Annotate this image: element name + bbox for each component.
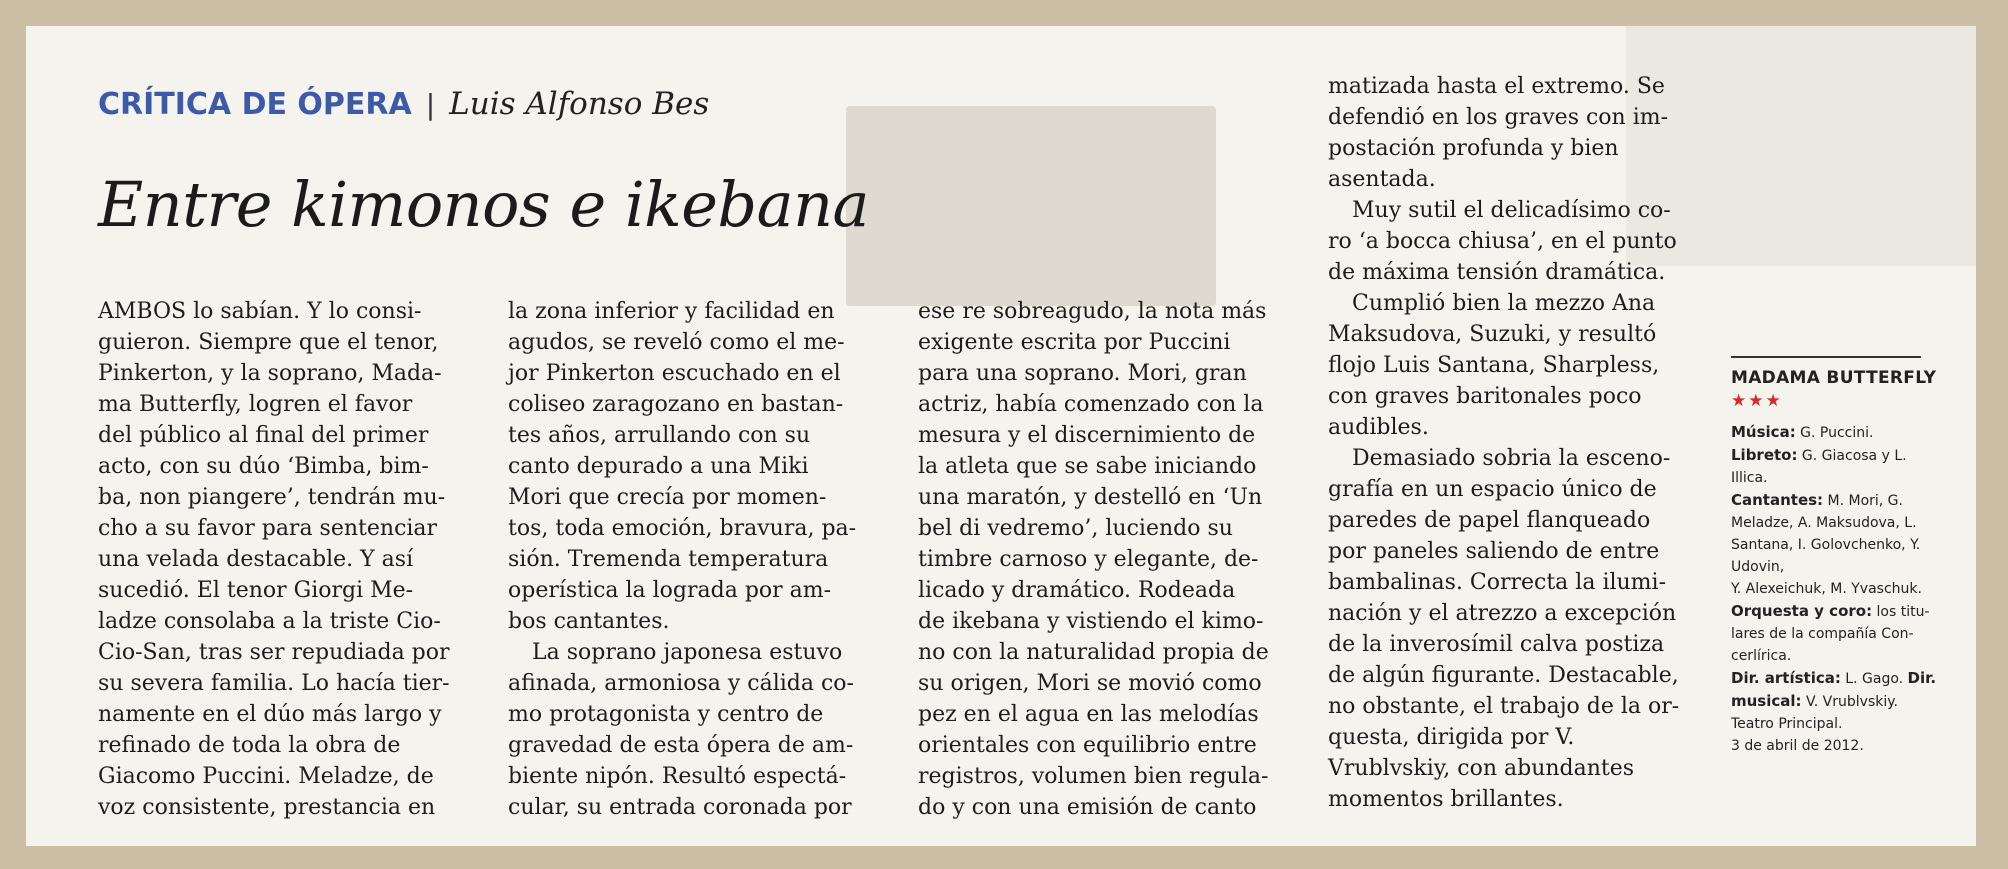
text-line: para una soprano. Mori, gran xyxy=(918,361,1247,386)
rating-stars-icon: ★★★ xyxy=(1731,391,1783,411)
article-kicker xyxy=(98,84,709,122)
credit-line xyxy=(1731,444,1951,467)
text-line: de ikebana y vistiendo el kimo- xyxy=(918,609,1264,634)
text-line: no obstante, el trabajo de la or- xyxy=(1328,694,1680,719)
text-line: nación y el atrezzo a excepción xyxy=(1328,601,1677,626)
text-line: una velada destacable. Y así xyxy=(98,547,414,572)
text-line: ro ‘a bocca chiusa’, en el punto xyxy=(1328,229,1677,254)
text-line: coliseo zaragozano en bastan- xyxy=(508,392,844,417)
credit-line xyxy=(1731,534,1951,556)
text-line: Giacomo Puccini. Meladze, de xyxy=(98,764,434,789)
factbox-credits xyxy=(1731,421,1951,757)
text-line: paredes de papel flanqueado xyxy=(1328,508,1651,533)
text-line: gravedad de esta ópera de am- xyxy=(508,733,854,758)
text-line: Vrublvskiy, con abundantes xyxy=(1328,756,1635,781)
text-line: ma Butterfly, logren el favor xyxy=(98,392,413,417)
text-line: agudos, se reveló como el me- xyxy=(508,330,845,355)
author-name: Luis Alfonso Bes xyxy=(449,86,710,122)
text-line: La soprano japonesa estuvo xyxy=(532,640,843,665)
text-line: defendió en los graves con im- xyxy=(1328,105,1669,130)
text-line: su origen, Mori se movió como xyxy=(918,671,1262,696)
credit-value: G. Puccini. xyxy=(1795,425,1874,441)
text-line: grafía en un espacio único de xyxy=(1328,477,1657,502)
credit-line xyxy=(1731,667,1951,690)
text-line: Muy sutil el delicadísimo co- xyxy=(1352,198,1671,223)
text-line: bel di vedremo’, luciendo su xyxy=(918,516,1233,541)
performance-factbox xyxy=(1731,356,1951,757)
text-line: exigente escrita por Puccini xyxy=(918,330,1231,355)
text-line: cho a su favor para sentenciar xyxy=(98,516,438,541)
credit-line xyxy=(1731,713,1951,735)
credit-value: L. Gago. xyxy=(1840,671,1908,687)
section-label: CRÍTICA DE ÓPERA xyxy=(98,87,412,122)
credit-line xyxy=(1731,421,1951,444)
kicker-separator: | xyxy=(425,88,436,121)
credit-label: Cantantes: xyxy=(1731,491,1824,509)
credit-value: Illica. xyxy=(1731,470,1768,486)
text-line: la zona inferior y facilidad en xyxy=(508,299,835,324)
text-line: registros, volumen bien regula- xyxy=(918,764,1269,789)
text-line: bos cantantes. xyxy=(508,609,670,634)
text-line: operística la lograda por am- xyxy=(508,578,832,603)
text-line: voz consistente, prestancia en xyxy=(98,795,436,820)
credit-value: los titu- xyxy=(1872,604,1930,620)
text-line: do y con una emisión de canto xyxy=(918,795,1257,820)
text-line: la atleta que se sabe iniciando xyxy=(918,454,1257,479)
text-line: Maksudova, Suzuki, y resultó xyxy=(1328,322,1657,347)
text-line: una maratón, y destelló en ‘Un xyxy=(918,485,1263,510)
text-line: postación profunda y bien xyxy=(1328,136,1619,161)
credit-line xyxy=(1731,645,1951,667)
credit-line xyxy=(1731,690,1951,713)
text-line: del público al final del primer xyxy=(98,423,429,448)
text-line: sión. Tremenda temperatura xyxy=(508,547,829,572)
text-line: guieron. Siempre que el tenor, xyxy=(98,330,439,355)
credit-value: Y. Alexeichuk, M. Yvaschuk. xyxy=(1731,581,1922,597)
text-line: Cumplió bien la mezzo Ana xyxy=(1352,291,1656,316)
text-line: orientales con equilibrio entre xyxy=(918,733,1257,758)
text-line: licado y dramático. Rodeada xyxy=(918,578,1236,603)
factbox-title: MADAMA BUTTERFLY xyxy=(1731,368,1937,388)
credit-line xyxy=(1731,556,1951,578)
text-line: no con la naturalidad propia de xyxy=(918,640,1269,665)
text-line: tes años, arrullando con su xyxy=(508,423,811,448)
text-line: timbre carnoso y elegante, de- xyxy=(918,547,1259,572)
text-line: ese re sobreagudo, la nota más xyxy=(918,299,1267,324)
article-column-1 xyxy=(98,296,450,823)
text-line: momentos brillantes. xyxy=(1328,787,1564,812)
credit-line xyxy=(1731,489,1951,512)
credit-value: 3 de abril de 2012. xyxy=(1731,738,1864,754)
credit-label: Dir. artística: xyxy=(1731,669,1841,687)
factbox-rule xyxy=(1731,356,1921,358)
text-line: con graves baritonales poco xyxy=(1328,384,1642,409)
text-line: flojo Luis Santana, Sharpless, xyxy=(1328,353,1660,378)
credit-label: Libreto: xyxy=(1731,446,1798,464)
bleed-through-photo xyxy=(846,106,1216,306)
credit-label: Dir. xyxy=(1907,669,1937,687)
text-line: Demasiado sobria la esceno- xyxy=(1352,446,1671,471)
article-column-3 xyxy=(918,296,1269,823)
credit-value: Meladze, A. Maksudova, L. xyxy=(1731,515,1917,531)
credit-value: cerlírica. xyxy=(1731,648,1792,664)
text-line: Mori que crecía por momen- xyxy=(508,485,827,510)
text-line: canto depurado a una Miki xyxy=(508,454,809,479)
text-line: AMBOS lo sabían. Y lo consi- xyxy=(98,299,422,324)
text-line: namente en el dúo más largo y xyxy=(98,702,442,727)
credit-value: M. Mori, G. xyxy=(1823,493,1903,509)
article-column-4 xyxy=(1328,71,1679,815)
text-line: Cio-San, tras ser repudiada por xyxy=(98,640,450,665)
credit-line xyxy=(1731,578,1951,600)
text-line: biente nipón. Resultó espectá- xyxy=(508,764,847,789)
credit-line xyxy=(1731,735,1951,757)
credit-line xyxy=(1731,467,1951,489)
credit-value: G. Giacosa y L. xyxy=(1797,448,1907,464)
text-line: tos, toda emoción, bravura, pa- xyxy=(508,516,857,541)
text-line: cular, su entrada coronada por xyxy=(508,795,852,820)
text-line: audibles. xyxy=(1328,415,1429,440)
credit-value: Santana, I. Golovchenko, Y. xyxy=(1731,537,1921,553)
text-line: matizada hasta el extremo. Se xyxy=(1328,74,1665,99)
credit-label: Orquesta y coro: xyxy=(1731,602,1873,620)
text-line: questa, dirigida por V. xyxy=(1328,725,1575,750)
credit-value: Teatro Principal. xyxy=(1731,716,1843,732)
credit-line xyxy=(1731,623,1951,645)
text-line: de la inverosímil calva postiza xyxy=(1328,632,1665,657)
text-line: jor Pinkerton escuchado en el xyxy=(508,361,841,386)
text-line: mesura y el discernimiento de xyxy=(918,423,1256,448)
text-line: de máxima tensión dramática. xyxy=(1328,260,1666,285)
text-line: afinada, armoniosa y cálida co- xyxy=(508,671,854,696)
text-line: refinado de toda la obra de xyxy=(98,733,401,758)
text-line: actriz, había comenzado con la xyxy=(918,392,1264,417)
text-line: mo protagonista y centro de xyxy=(508,702,824,727)
text-line: asentada. xyxy=(1328,167,1436,192)
text-line: ba, non piangere’, tendrán mu- xyxy=(98,485,446,510)
text-line: por paneles saliendo de entre xyxy=(1328,539,1660,564)
text-line: sucedió. El tenor Giorgi Me- xyxy=(98,578,414,603)
credit-label: musical: xyxy=(1731,692,1802,710)
text-line: ladze consolaba a la triste Cio- xyxy=(98,609,441,634)
text-line: Pinkerton, y la soprano, Mada- xyxy=(98,361,442,386)
text-line: pez en el agua en las melodías xyxy=(918,702,1259,727)
credit-value: lares de la compañía Con- xyxy=(1731,626,1914,642)
text-line: bambalinas. Correcta la ilumi- xyxy=(1328,570,1667,595)
text-line: su severa familia. Lo hacía tier- xyxy=(98,671,450,696)
credit-line xyxy=(1731,512,1951,534)
newspaper-page xyxy=(26,26,1976,846)
credit-value: V. Vrublvskiy. xyxy=(1801,694,1898,710)
article-headline: Entre kimonos e ikebana xyxy=(98,168,869,241)
credit-line xyxy=(1731,600,1951,623)
text-line: de algún figurante. Destacable, xyxy=(1328,663,1679,688)
credit-label: Música: xyxy=(1731,423,1796,441)
article-column-2 xyxy=(508,296,856,823)
text-line: acto, con su dúo ‘Bimba, bim- xyxy=(98,454,429,479)
credit-value: Udovin, xyxy=(1731,559,1785,575)
